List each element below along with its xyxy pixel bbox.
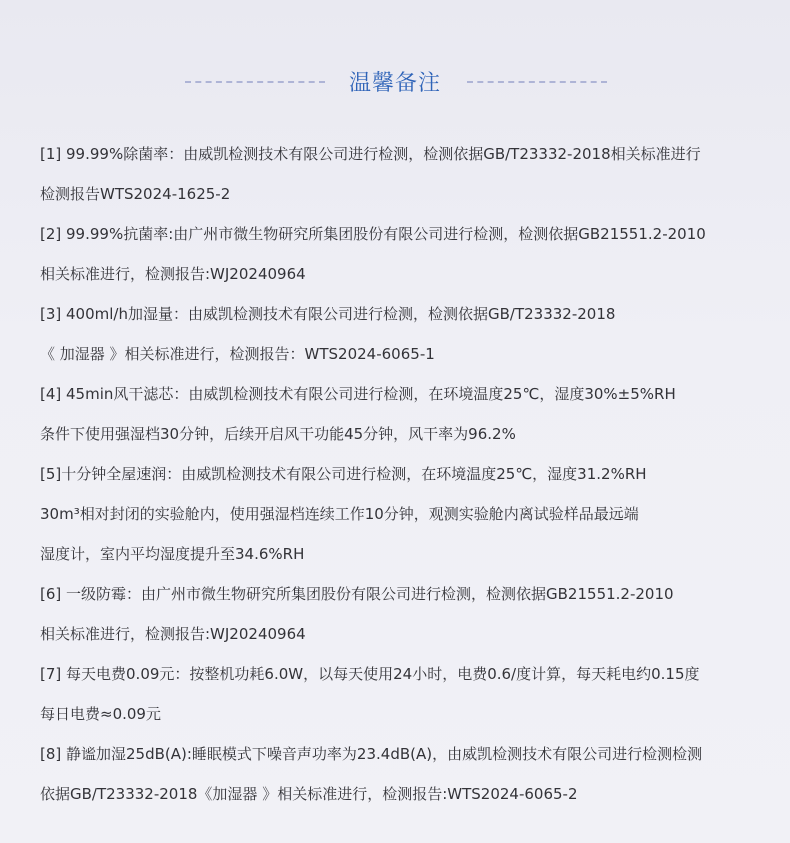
note-line: [4] 45min风干滤芯：由威凯检测技术有限公司进行检测，在环境温度25℃，湿度30%±5%RH [40, 385, 676, 403]
section-header [0, 60, 790, 104]
note-item [40, 214, 770, 294]
note-line: 依据GB/T23332-2018《加湿器 》相关标准进行，检测报告:WTS2024-6065-2 [40, 785, 578, 803]
note-line: 30m³相对封闭的实验舱内，使用强湿档连续工作10分钟，观测实验舱内离试验样品最远端 [40, 505, 639, 523]
note-line: [1] 99.99%除菌率：由威凯检测技术有限公司进行检测，检测依据GB/T23332-2018相关标准进行 [40, 145, 701, 163]
note-line: 湿度计，室内平均湿度提升至34.6%RH [40, 545, 305, 563]
note-line: 相关标准进行，检测报告:WJ20240964 [40, 265, 306, 283]
note-line: 《 加湿器 》相关标准进行，检测报告：WTS2024-6065-1 [40, 345, 435, 363]
section-title: 温馨备注 [348, 71, 441, 96]
note-line: [5]十分钟全屋速润：由威凯检测技术有限公司进行检测，在环境温度25℃，湿度31.2%RH [40, 465, 647, 483]
notes-list [40, 134, 770, 814]
note-item [40, 734, 770, 814]
note-line: [3] 400ml/h加湿量：由威凯检测技术有限公司进行检测，检测依据GB/T23332-2018 [40, 305, 616, 323]
note-item [40, 654, 770, 734]
note-line: 条件下使用强湿档30分钟，后续开启风干功能45分钟，风干率为96.2% [40, 425, 516, 443]
note-item [40, 574, 770, 654]
note-item [40, 454, 770, 574]
right-dashed-divider [467, 81, 607, 83]
note-item [40, 294, 770, 374]
note-item [40, 374, 770, 454]
note-line: [8] 静谧加湿25dB(A):睡眠模式下噪音声功率为23.4dB(A)，由威凯检测技术有限公司进行检测检测 [40, 745, 703, 763]
note-line: [6] 一级防霉：由广州市微生物研究所集团股份有限公司进行检测，检测依据GB21551.2-2010 [40, 585, 674, 603]
note-item [40, 134, 770, 214]
note-line: [7] 每天电费0.09元：按整机功耗6.0W，以每天使用24小时，电费0.6/度计算，每天耗电约0.15度 [40, 665, 700, 683]
note-line: 相关标准进行，检测报告:WJ20240964 [40, 625, 306, 643]
note-line: 检测报告WTS2024-1625-2 [40, 185, 231, 203]
note-line: 每日电费≈0.09元 [40, 705, 161, 723]
note-line: [2] 99.99%抗菌率:由广州市微生物研究所集团股份有限公司进行检测，检测依据GB21551.2-2010 [40, 225, 706, 243]
